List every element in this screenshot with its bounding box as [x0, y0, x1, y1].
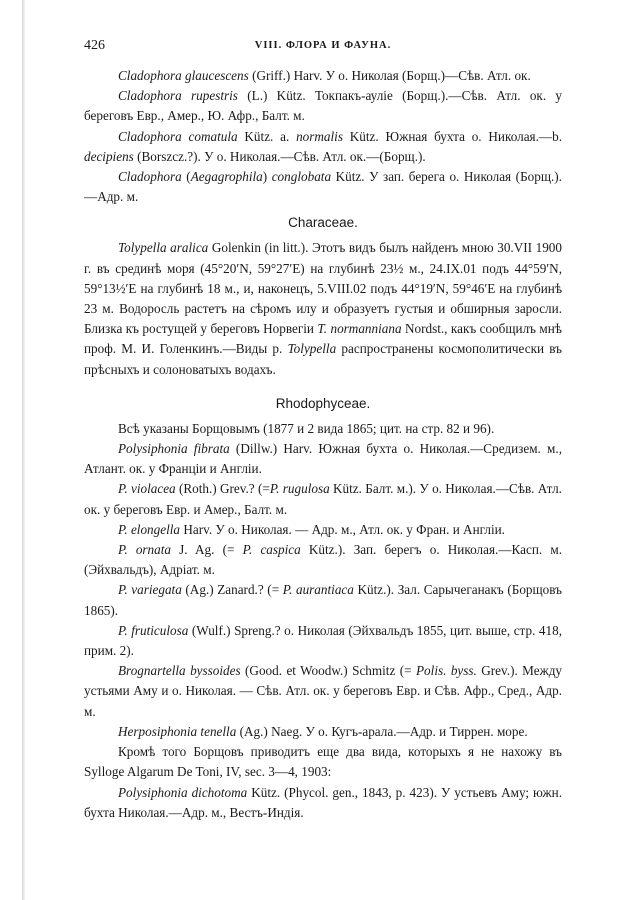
page-spine-shadow	[22, 0, 25, 900]
species-name: Brognartella byssoides	[118, 663, 241, 679]
entry-polysiphonia-dichotoma	[84, 783, 562, 823]
entry-text: (Good. et Woodw.) Schmitz (=	[240, 663, 416, 679]
entry-cladophora-rupestris	[84, 86, 562, 126]
species-name: Tolypella aralica	[118, 240, 209, 256]
entry-text: (Borszcz.?). У о. Николая.—Сѣв. Атл. ок.—(Борщ.).	[133, 148, 426, 164]
species-name: P. elongella	[118, 521, 181, 537]
entry-text: (L.) Kütz. Токпакъ-ауліе (Борщ.).—Сѣв. Атл. ок. у береговъ Евр., Амер., Ю. Афр., Балт. м.	[84, 88, 562, 124]
entry-text: (Ag.) Naeg. У о. Кугъ-арала.—Адр. и Тиррен. море.	[236, 723, 528, 739]
entry-text: Kütz. Балт. м.). У о. Николая.—Сѣв. Атл. ок. у береговъ Евр. и Амер., Балт. м.	[84, 481, 562, 517]
page-number: 426	[84, 38, 105, 53]
species-name: conglobata	[271, 169, 332, 185]
entry-text: )	[262, 169, 272, 185]
paragraph-text: Nordst., какъ сообщилъ мнѣ проф. М. И. Голенкинъ.—Виды р.	[84, 321, 562, 357]
entry-polysiphonia-fibrata	[84, 439, 562, 479]
rhodophyceae-intro: Всѣ указаны Борщовымъ (1877 и 2 вида 1865; цит. на стр. 82 и 96).	[118, 420, 495, 436]
species-name: Cladophora glaucescens	[118, 68, 249, 83]
species-name: P. variegata	[118, 582, 182, 598]
note-paragraph: Кромѣ того Борщовъ приводитъ еще два вида, которыхъ я не нахожу въ Sylloge Algarum De Toni, IV, sec. 3—4, 1903:	[84, 744, 562, 780]
entry-text: J. Ag. (=	[171, 542, 243, 558]
entry-text: Kütz. (Phycol. gen., 1843, р. 423). У устьевъ Аму; южн. бухта Николая.—Адр. м., Вестъ-Индія.	[84, 784, 562, 820]
species-name: Cladophora rupestris	[118, 88, 238, 104]
entry-text: Kütz. Южная бухта о. Николая.—b.	[342, 128, 562, 144]
section-title-rhodophyceae: Rhodophyceae.	[275, 395, 371, 411]
paragraph-text: Golenkin (in litt.). Этотъ видъ былъ найденъ мною 30.VII 1900 г. въ срединѣ моря (45°20′N, 59°27′E) на глубинѣ 23½ м., 24.IX.01 подъ 44°59′N, 59°13½′E на глубинѣ 18 м., и, наконецъ, 5.VIII.02 подъ 44°19′N, 59°46′E на глубинѣ 23 м. Водоросль растетъ на сѣромъ илу и образуетъ густыя и обширныя заросли. Близка къ ростущей у береговъ Норвегіи	[84, 240, 562, 337]
entry-text: Kütz. a.	[237, 128, 297, 144]
section-title-characeae: Characeae.	[288, 215, 358, 231]
entry-herposiphonia-tenella	[84, 722, 562, 742]
paragraph-text: распространены космополитически въ прѣсныхъ и солоноватыхъ водахъ.	[84, 341, 562, 377]
species-name: T. normanniana	[317, 321, 402, 337]
entry-p-ornata	[84, 540, 562, 580]
entry-text: (Ag.) Zanard.? (=	[181, 582, 283, 598]
genus-name: Tolypella	[287, 341, 337, 357]
entry-p-violacea	[84, 479, 562, 519]
entry-text: (	[181, 169, 191, 185]
entry-cladophora-conglobata	[84, 167, 562, 207]
running-head: VIII. ФЛОРА И ФАУНА.	[254, 40, 392, 51]
species-name: P. fruticulosa	[118, 622, 189, 638]
variety-name: normalis	[296, 128, 343, 144]
species-name: Cladophora comatula	[118, 128, 238, 144]
species-name: Polysiphonia dichotoma	[118, 784, 248, 800]
species-name: P. ornata	[118, 542, 171, 558]
synonym-name: P. caspica	[242, 542, 301, 558]
subgenus-name: Aegagrophila	[190, 169, 263, 185]
entry-p-fruticulosa	[84, 621, 562, 661]
entry-text: Kütz.). Зал. Сарычеганакъ (Борщовъ 1865).	[84, 582, 562, 618]
entry-text: Kütz. У зап. берега о. Николая (Борщ.).—Адр. м.	[84, 169, 562, 205]
species-name: Herposiphonia tenella	[118, 723, 237, 739]
paragraph-tolypella	[84, 238, 562, 379]
entry-text: (Wulf.) Spreng.? о. Николая (Эйхвальдъ 1855, цит. выше, стр. 418, прим. 2).	[84, 622, 562, 659]
page-header	[84, 38, 562, 58]
entry-text: Harv. У о. Николая. — Адр. м., Атл. ок. у Фран. и Англіи.	[180, 521, 505, 537]
entry-text: (Roth.) Grev.? (=	[175, 481, 270, 497]
entry-brognartella-byssoides	[84, 661, 562, 722]
synonym-name: P. aurantiaca	[282, 582, 354, 598]
entry-cladophora-comatula	[84, 127, 562, 167]
entry-text: (Dillw.) Harv. Южная бухта о. Николая.—Средизем. м., Атлант. ок. у Франціи и Англіи.	[84, 441, 562, 477]
synonym-name: P. rugulosa	[269, 481, 330, 497]
variety-name: decipiens	[84, 148, 134, 164]
entry-text: Kütz.). Зап. берегъ о. Николая.—Касп. м. (Эйхвальдъ), Адріат. м.	[84, 542, 563, 578]
entry-cladophora-glaucescens	[84, 66, 562, 86]
species-name: Polysiphonia fibrata	[118, 441, 230, 457]
species-name: P. violacea	[118, 481, 176, 497]
entry-p-variegata	[84, 580, 562, 620]
book-page	[84, 38, 562, 823]
entry-text: Grev.). Между устьями Аму и о. Николая. — Сѣв. Атл. ок. у береговъ Евр. и Сѣв. Афр., Сред., Адр. м.	[84, 663, 562, 719]
entry-text: (Griff.) Harv. У о. Николая (Борщ.)—Сѣв. Атл. ок.	[248, 68, 531, 83]
species-name: Cladophora	[118, 169, 182, 185]
entry-p-elongella	[84, 520, 562, 540]
synonym-name: Polis. byss.	[416, 663, 477, 679]
